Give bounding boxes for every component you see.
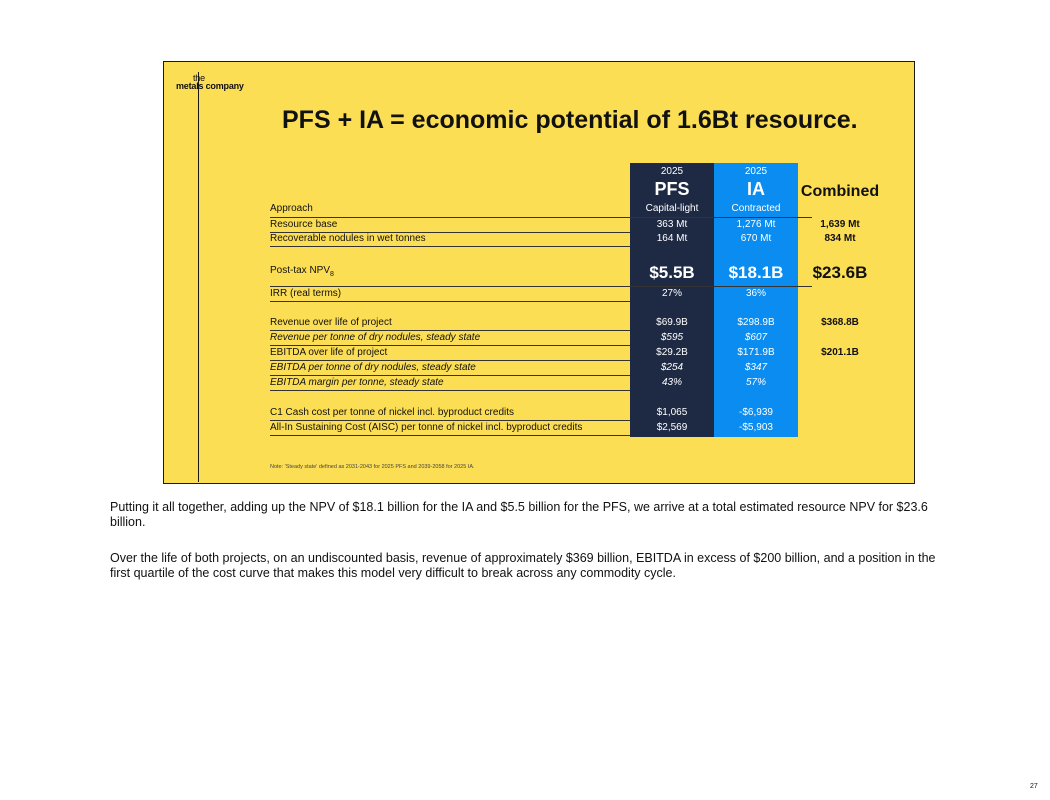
combined-value: $368.8B xyxy=(821,317,859,328)
pfs-header: PFS xyxy=(654,179,690,199)
row-label: Revenue per tonne of dry nodules, steady state xyxy=(270,331,630,346)
body-paragraph-2: Over the life of both projects, on an undiscounted basis, revenue of approximately $369 billion, EBITDA in excess of $200 billion, and a position in the first quartile of the cost curve that makes this model very difficult to break across any commodity cycle. xyxy=(110,551,936,580)
combined-value: 834 Mt xyxy=(824,233,856,244)
combined-value: 1,639 Mt xyxy=(820,219,860,230)
ia-value: $347 xyxy=(744,362,768,373)
row-label: EBITDA margin per tonne, steady state xyxy=(270,376,630,391)
row-label: Revenue over life of project xyxy=(270,316,630,331)
combined-value: $201.1B xyxy=(821,347,859,358)
pfs-value: $29.2B xyxy=(656,347,688,358)
ia-value: Contracted xyxy=(731,203,781,214)
table-row-revenue-per-tonne xyxy=(270,331,812,345)
pfs-value: $595 xyxy=(660,332,684,343)
vertical-divider xyxy=(198,72,199,482)
table-row-ebitda-margin xyxy=(270,376,812,390)
pfs-value: 164 Mt xyxy=(656,233,688,244)
row-label: IRR (real terms) xyxy=(270,287,630,302)
pfs-value: 363 Mt xyxy=(656,219,688,230)
ia-header: IA xyxy=(747,179,765,199)
ia-value: -$5,903 xyxy=(739,422,773,433)
row-label: Resource base xyxy=(270,218,630,233)
table-row-irr xyxy=(270,286,812,300)
pfs-value: $5.5B xyxy=(649,263,695,282)
ia-value: 57% xyxy=(745,377,766,388)
slide-footnote: Note: 'Steady state' defined as 2031-2043 for 2025 PFS and 2039-2058 for 2025 IA. xyxy=(270,464,475,470)
company-logo xyxy=(176,74,244,90)
ia-value: $607 xyxy=(744,332,768,343)
table-row-revenue xyxy=(270,316,859,330)
ia-value: $18.1B xyxy=(728,263,784,282)
npv-label-subscript: 8 xyxy=(330,271,334,278)
ia-year: 2025 xyxy=(744,166,768,177)
body-paragraph-1: Putting it all together, adding up the NPV of $18.1 billion for the IA and $5.5 billion for the PFS, we arrive at a total estimated resource NPV for $23.6 billion. xyxy=(110,500,928,529)
npv-label: Post-tax NPV xyxy=(270,265,331,276)
row-label: Recoverable nodules in wet tonnes xyxy=(270,232,630,247)
pfs-year: 2025 xyxy=(660,166,684,177)
table-row-resource xyxy=(270,217,860,231)
ia-value: 1,276 Mt xyxy=(736,219,776,230)
pfs-value: $254 xyxy=(660,362,684,373)
table-row-c1-cost xyxy=(270,406,812,420)
ia-value: $171.9B xyxy=(737,347,775,358)
page-number: 27 xyxy=(1030,783,1038,790)
ia-value: $298.9B xyxy=(737,317,775,328)
row-label xyxy=(270,264,630,282)
row-label: EBITDA per tonne of dry nodules, steady state xyxy=(270,361,630,376)
pfs-value: $1,065 xyxy=(656,407,688,418)
ia-value: 36% xyxy=(745,288,766,299)
pfs-value: $69.9B xyxy=(656,317,688,328)
logo-the: the xyxy=(193,73,205,83)
ia-value: 670 Mt xyxy=(740,233,772,244)
combined-header: Combined xyxy=(800,183,880,200)
pfs-value: $2,569 xyxy=(656,422,688,433)
row-label: C1 Cash cost per tonne of nickel incl. byproduct credits xyxy=(270,406,630,421)
pfs-value: 27% xyxy=(661,288,682,299)
row-label: EBITDA over life of project xyxy=(270,346,630,361)
ia-value: -$6,939 xyxy=(739,407,773,418)
table-row-ebitda xyxy=(270,346,859,360)
table-row-approach xyxy=(270,202,812,216)
table-row-recoverable xyxy=(270,232,856,246)
table-row-aisc xyxy=(270,421,812,435)
combined-value: $23.6B xyxy=(812,263,868,282)
table-row-npv xyxy=(270,263,868,282)
slide-title: PFS + IA = economic potential of 1.6Bt resource. xyxy=(282,106,858,134)
pfs-value: Capital-light xyxy=(645,203,699,214)
table-row-ebitda-per-tonne xyxy=(270,361,812,375)
row-label: All-In Sustaining Cost (AISC) per tonne of nickel incl. byproduct credits xyxy=(270,421,630,436)
row-label: Approach xyxy=(270,203,313,214)
pfs-value: 43% xyxy=(661,377,682,388)
logo-wordmark: metals company xyxy=(176,81,244,91)
